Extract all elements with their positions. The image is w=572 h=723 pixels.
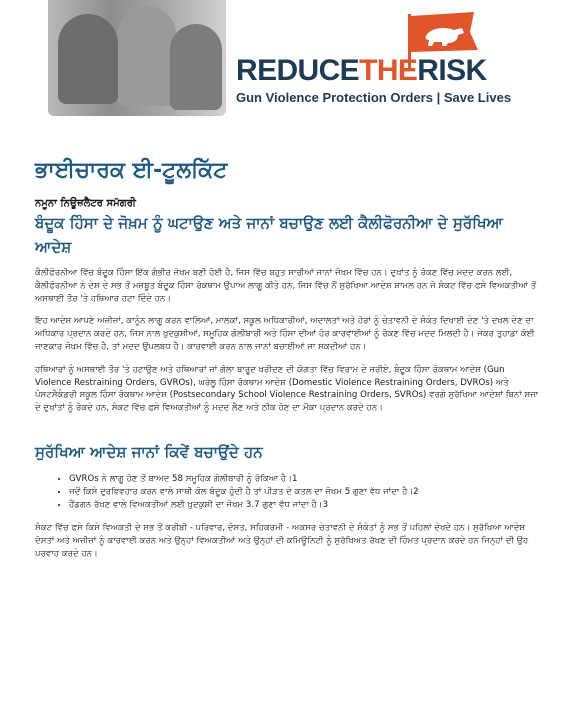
brand-block (236, 56, 546, 105)
paragraph-intro: ਕੈਲੀਫੋਰਨੀਆ ਵਿੱਚ ਬੰਦੂਕ ਹਿੰਸਾ ਇੱਕ ਗੰਭੀਰ ਜੋਖਮ ਬਣੀ ਹੋਈ ਹੈ, ਜਿਸ ਵਿੱਚ ਬਹੁਤ ਸਾਰੀਆਂ ਜਾਨਾਂ ਜੋਖਮ ਵਿੱਚ ਹਨ। ਦੁਖਾਂਤ ਨੂੰ ਰੋਕਣ ਵਿੱਚ ਮਦਦ ਕਰਨ ਲਈ, ਕੈਲੀਫੋਰਨੀਆ ਨੇ ਦੇਸ਼ ਦੇ ਸਭ ਤੋਂ ਮਜ਼ਬੂਤ ਬੰਦੂਕ ਹਿੰਸਾ ਰੋਕਥਾਮ ਉਪਾਅ ਲਾਗੂ ਕੀਤੇ ਹਨ, ਜਿਸ ਵਿੱਚ ਨੌਂ ਸੁਰੱਖਿਆ ਆਦੇਸ਼ ਸ਼ਾਮਲ ਹਨ ਜੋ ਸੰਕਟ ਵਿੱਚ ਫਸੇ ਵਿਅਕਤੀਆਂ ਤੋਂ ਅਸਥਾਈ ਤੌਰ 'ਤੇ ਹਥਿਆਰ ਹਟਾ ਦਿੰਦੇ ਹਨ। (35, 268, 537, 304)
page-title: ਭਾਈਚਾਰਕ ਈ-ਟੂਲਕਿੱਟ (35, 158, 228, 183)
paragraph-orders: ਹਥਿਆਰਾਂ ਨੂੰ ਅਸਥਾਈ ਤੌਰ 'ਤੇ ਹਟਾਉਣ ਅਤੇ ਹਥਿਆਰਾਂ ਜਾਂ ਗੋਲਾ ਬਾਰੂਦ ਖਰੀਦਣ ਦੀ ਯੋਗਤਾ ਵਿੱਚ ਵਿਰਾਮ ਦੇ ਜ਼ਰੀਏ, ਬੰਦੂਕ ਹਿੰਸਾ ਰੋਕਥਾਮ ਆਦੇਸ਼ (Gun Violence Restraining Orders, GVROs), ਘਰੇਲੂ ਹਿੰਸਾ ਰੋਕਥਾਮ ਆਦੇਸ਼ (Domestic Violence Restraining Orders, DVROs) ਅਤੇ ਪੋਸਟਸੈਕੰਡਰੀ ਸਕੂਲ ਹਿੰਸਾ ਰੋਕਥਾਮ ਆਦੇਸ਼ (Postsecondary School Violence Restraining Orders, SVROs) ਵਰਗੇ ਸੁਰੱਖਿਆ ਆਦੇਸ਼ਾਂ ਬਿਨਾਂ ਸਜ਼ਾ ਦੇ ਦੁਖਾਂਤਾਂ ਨੂੰ ਰੋਕਦੇ ਹਨ, ਸੰਕਟ ਵਿੱਚ ਫਸੇ ਵਿਅਕਤੀਆਂ ਨੂੰ ਮਦਦ ਲੈਣ ਅਤੇ ਠੀਕ ਹੋਣ ਦਾ ਮੌਕਾ ਪ੍ਰਦਾਨ ਕਰਦੇ ਹਨ। (35, 364, 539, 414)
brand-risk: RISK (417, 54, 487, 87)
section-heading: ਸੁਰੱਖਿਆ ਆਦੇਸ਼ ਜਾਨਾਂ ਕਿਵੇਂ ਬਚਾਉਂਦੇ ਹਨ (35, 442, 263, 461)
list-item: • ਜਦੋਂ ਕਿਸੇ ਦੁਰਵਿਵਹਾਰ ਕਰਨ ਵਾਲੇ ਸਾਥੀ ਕੋਲ ਬੰਦੂਕ ਹੁੰਦੀ ਹੈ ਤਾਂ ਪੀੜਤ ਦੇ ਕਤਲ ਦਾ ਜੋਖਮ 5 ਗੁਣਾ ਵੱਧ ਜਾਂਦਾ ਹੈ।2 (69, 486, 540, 499)
section-kicker: ਨਮੂਨਾ ਨਿਊਜ਼ਲੈਟਰ ਸਮੱਗਰੀ (35, 198, 136, 209)
brand-the: THE (359, 54, 418, 87)
header-banner (0, 0, 572, 132)
person-figure (170, 24, 222, 110)
paragraph-authority: ਇਹ ਆਦੇਸ਼ ਆਪਣੇ ਅਜ਼ੀਜ਼ਾਂ, ਕਾਨੂੰਨ ਲਾਗੂ ਕਰਨ ਵਾਲਿਆਂ, ਮਾਲਕਾਂ, ਸਕੂਲ ਅਧਿਕਾਰੀਆਂ, ਅਦਾਲਤਾਂ ਅਤੇ ਹੋਰਾਂ ਨੂੰ ਚੇਤਾਵਨੀ ਦੇ ਸੰਕੇਤ ਦਿਖਾਈ ਦੇਣ 'ਤੇ ਦਖਲ ਦੇਣ ਦਾ ਅਧਿਕਾਰ ਪ੍ਰਦਾਨ ਕਰਦੇ ਹਨ, ਜਿਸ ਨਾਲ ਖ਼ੁਦਕੁਸ਼ੀਆਂ, ਸਮੂਹਿਕ ਗੋਲੀਬਾਰੀ ਅਤੇ ਹਿੰਸਾ ਦੀਆਂ ਹੋਰ ਕਾਰਵਾਈਆਂ ਨੂੰ ਰੋਕਣ ਵਿੱਚ ਮਦਦ ਮਿਲਦੀ ਹੈ। ਜੇਕਰ ਤੁਹਾਡਾ ਕੋਈ ਜਾਣਕਾਰ ਜੋਖਮ ਵਿੱਚ ਹੈ, ਤਾਂ ਮਦਦ ਉਪਲਬਧ ਹੈ। ਕਾਰਵਾਈ ਕਰਨ ਨਾਲ ਜਾਨਾਂ ਬਚਾਈਆਂ ਜਾ ਸਕਦੀਆਂ ਹਨ। (35, 316, 535, 352)
brand-reduce: REDUCE (236, 54, 360, 87)
document-body (35, 158, 540, 570)
person-figure (118, 6, 176, 106)
brand-title (236, 56, 546, 86)
hero-photo (48, 0, 226, 116)
brand-subtitle: Gun Violence Protection Orders | Save Lives (236, 90, 512, 105)
article-title: ਬੰਦੂਕ ਹਿੰਸਾ ਦੇ ਜੋਖ਼ਮ ਨੂੰ ਘਟਾਉਣ ਅਤੇ ਜਾਨਾਂ ਬਚਾਉਣ ਲਈ ਕੈਲੀਫੋਰਨੀਆ ਦੇ ਸੁਰੱਖਿਆ ਆਦੇਸ਼ (35, 214, 503, 256)
paragraph-closing: ਸੰਕਟ ਵਿੱਚ ਫਸੇ ਕਿਸੇ ਵਿਅਕਤੀ ਦੇ ਸਭ ਤੋਂ ਕਰੀਬੀ - ਪਰਿਵਾਰ, ਦੋਸਤ, ਸਹਿਕਰਮੀ - ਅਕਸਰ ਚੇਤਾਵਨੀ ਦੇ ਸੰਕੇਤਾਂ ਨੂੰ ਸਭ ਤੋਂ ਪਹਿਲਾਂ ਦੇਖਦੇ ਹਨ। ਸੁਰੱਖਿਆ ਆਦੇਸ਼ ਦੋਸਤਾਂ ਅਤੇ ਅਜ਼ੀਜ਼ਾਂ ਨੂੰ ਕਾਰਵਾਈ ਕਰਨ ਅਤੇ ਉਨ੍ਹਾਂ ਵਿਅਕਤੀਆਂ ਅਤੇ ਉਨ੍ਹਾਂ ਦੀ ਕਮਿਊਨਿਟੀ ਨੂੰ ਸੁਰੱਖਿਅਤ ਰੱਖਣ ਦੀ ਹਿੰਮਤ ਪ੍ਰਦਾਨ ਕਰਦੇ ਹਨ ਜਿਨ੍ਹਾਂ ਦੀ ਉਹ ਪਰਵਾਹ ਕਰਦੇ ਹਨ। (35, 522, 529, 559)
person-figure (58, 14, 118, 104)
list-item: • ਹੈਂਡਗਨ ਰੱਖਣ ਵਾਲੇ ਵਿਅਕਤੀਆਂ ਲਈ ਖ਼ੁਦਕੁਸ਼ੀ ਦਾ ਜੋਖਮ 3.7 ਗੁਣਾ ਵੱਧ ਜਾਂਦਾ ਹੈ।3 (69, 499, 540, 512)
stats-list (35, 473, 540, 512)
list-item: • GVROs ਨੇ ਲਾਗੂ ਹੋਣ ਤੋਂ ਬਾਅਦ 58 ਸਮੂਹਿਕ ਗੋਲੀਬਾਰੀ ਨੂੰ ਰੋਕਿਆ ਹੈ।1 (69, 473, 540, 486)
